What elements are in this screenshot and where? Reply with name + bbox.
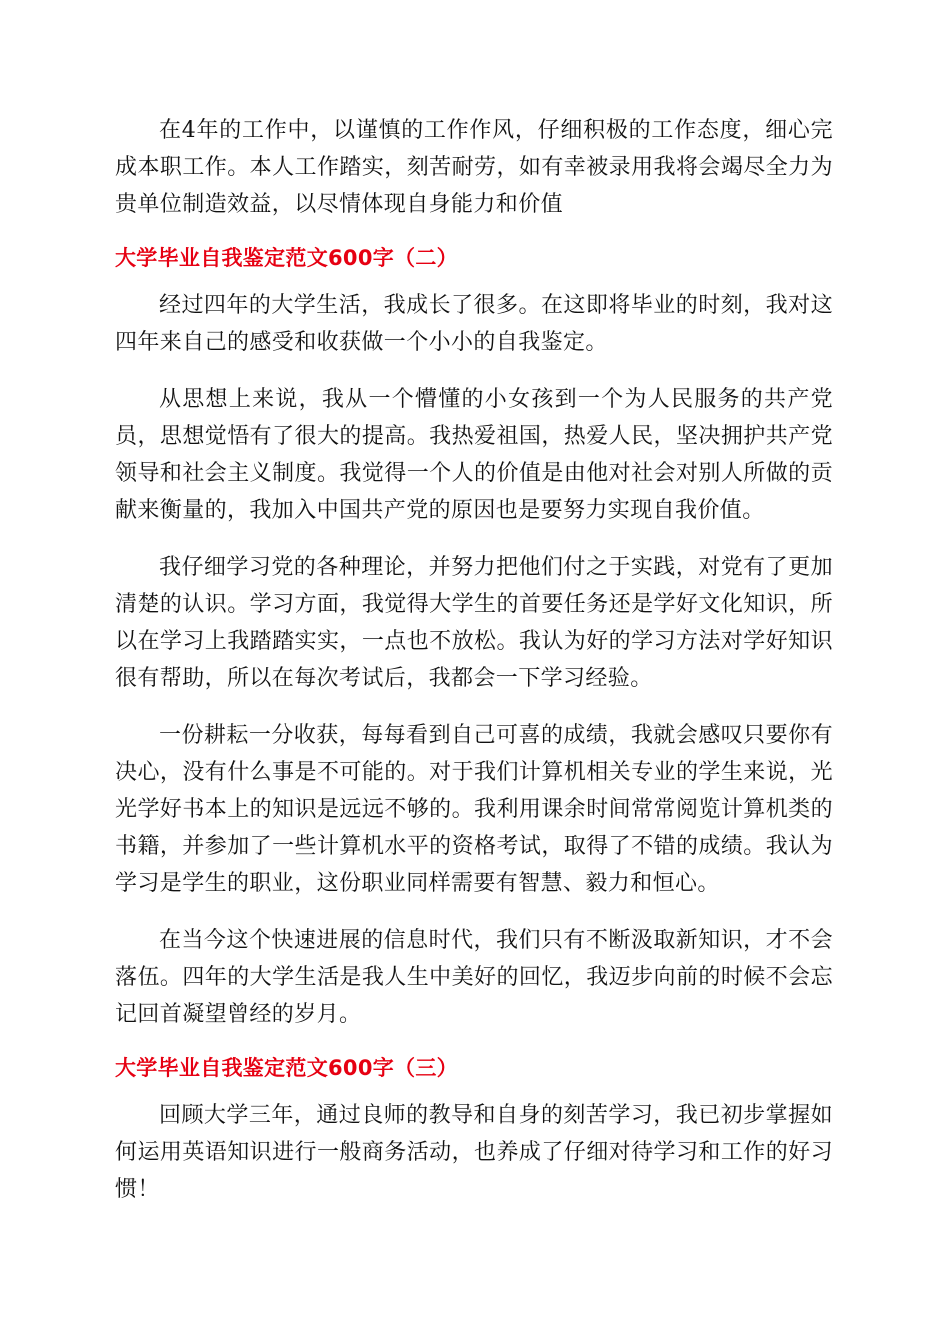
- section-2-paragraph-3: 我仔细学习党的各种理论，并努力把他们付之于实践，对党有了更加清楚的认识。学习方面，我觉得大学生的首要任务还是学好文化知识，所以在学习上我踏踏实实，一点也不放松。我认为好的学习方法对学好知识很有帮助，所以在每次考试后，我都会一下学习经验。: [115, 555, 833, 691]
- section-3-paragraph-1: 回顾大学三年，通过良师的教导和自身的刻苦学习，我已初步掌握如何运用英语知识进行一般商务活动，也养成了仔细对待学习和工作的好习惯！: [115, 1103, 833, 1202]
- section-2-paragraph-2: 从思想上来说，我从一个懵懂的小女孩到一个为人民服务的共产党员，思想觉悟有了很大的提高。我热爱祖国，热爱人民，坚决拥护共产党领导和社会主义制度。我觉得一个人的价值是由他对社会对别人所做的贡献来衡量的，我加入中国共产党的原因也是要努力实现自我价值。: [115, 387, 833, 523]
- section-heading-3: 大学毕业自我鉴定范文600字（三）: [115, 1056, 458, 1080]
- section-heading-2: 大学毕业自我鉴定范文600字（二）: [115, 246, 458, 270]
- section-2-paragraph-1: 经过四年的大学生活，我成长了很多。在这即将毕业的时刻，我对这四年来自己的感受和收获做一个小小的自我鉴定。: [115, 293, 833, 355]
- intro-paragraph: 在4年的工作中，以谨慎的工作作风，仔细积极的工作态度，细心完成本职工作。本人工作踏实，刻苦耐劳，如有幸被录用我将会竭尽全力为贵单位制造效益，以尽情体现自身能力和价值: [115, 118, 833, 217]
- section-2-paragraph-4: 一份耕耘一分收获，每每看到自己可喜的成绩，我就会感叹只要你有决心，没有什么事是不可能的。对于我们计算机相关专业的学生来说，光光学好书本上的知识是远远不够的。我利用课余时间常常阅览计算机类的书籍，并参加了一些计算机水平的资格考试，取得了不错的成绩。我认为学习是学生的职业，这份职业同样需要有智慧、毅力和恒心。: [115, 723, 833, 896]
- document-body: [115, 112, 833, 1228]
- section-2-paragraph-5: 在当今这个快速进展的信息时代，我们只有不断汲取新知识，才不会落伍。四年的大学生活是我人生中美好的回忆，我迈步向前的时候不会忘记回首凝望曾经的岁月。: [115, 928, 833, 1027]
